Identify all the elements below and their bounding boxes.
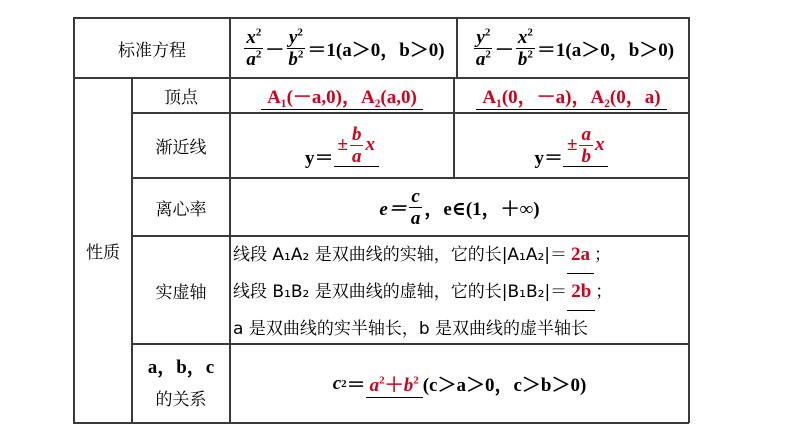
fraction-c-a: $\frac{c}{a}$: [410, 185, 421, 229]
row-label-axes: 实虚轴: [155, 282, 207, 303]
row-label-relation: a，b，c 的关系: [147, 356, 215, 410]
table-border-bottom: [73, 422, 689, 424]
asymptote-answer: ± $\frac{a}{b}$ x: [563, 125, 608, 167]
row-label-eccentricity: 离心率: [155, 199, 207, 220]
imaginary-axis-answer: 2b: [567, 274, 595, 311]
vertex-horizontal: A₁(－a,0)，A₂(a,0): [231, 79, 453, 112]
fraction-y2-a2: $\frac{y^2}{a^2}$: [475, 26, 491, 70]
asymptote-horizontal: y＝ ± $\frac{b}{a}$ x: [231, 114, 453, 177]
equation-rhs: ＝1(a＞0，b＞0): [536, 39, 675, 61]
real-axis-line: 线段 A₁A₂ 是双曲线的实轴，它的长|A₁A₂|＝ 2a ；: [233, 237, 611, 274]
fraction-x2-a2: $\frac{x^2}{a^2}$: [246, 26, 262, 70]
equation-rhs: ＝1(a＞0，b＞0): [307, 39, 445, 61]
vertex-vertical: A₁(0，－a)，A₂(0，a): [455, 79, 688, 112]
equation-horizontal: $\frac{x^2}{a^2}$ － $\frac{y^2}{b^2}$ ＝1(a＞0，b＞0): [246, 26, 445, 70]
table-border-right: [688, 17, 690, 423]
asymptote-vertical: y＝ ± $\frac{a}{b}$ x: [455, 114, 688, 177]
side-label-properties: 性质: [86, 243, 120, 263]
fraction-x2-b2: $\frac{x^2}{b^2}$: [517, 26, 533, 70]
eccentricity-formula: e＝ $\frac{c}{a}$ ，e∈(1，＋∞): [379, 185, 540, 229]
real-axis-answer: 2a: [567, 237, 594, 274]
asymptote-answer: ± $\frac{b}{a}$ x: [334, 125, 379, 167]
imaginary-axis-line: 线段 B₁B₂ 是双曲线的虚轴，它的长|B₁B₂|＝ 2b ；: [233, 274, 612, 311]
equation-vertical: $\frac{y^2}{a^2}$ － $\frac{x^2}{b^2}$ ＝1(a＞0，b＞0): [475, 26, 675, 70]
axes-description: [233, 237, 688, 343]
semi-axis-line: a 是双曲线的实半轴长，b 是双曲线的虚半轴长: [233, 319, 589, 339]
relation-answer: $a^2+b^2$: [366, 370, 423, 398]
header-label: 标准方程: [118, 40, 186, 61]
relation-formula: c 2 ＝ $a^2+b^2$ (c＞a＞0，c＞b＞0): [231, 345, 688, 422]
fraction-y2-b2: $\frac{y^2}{b^2}$: [288, 26, 304, 70]
row-label-vertex: 顶点: [164, 88, 198, 108]
row-label-asymptote: 渐近线: [155, 138, 207, 158]
